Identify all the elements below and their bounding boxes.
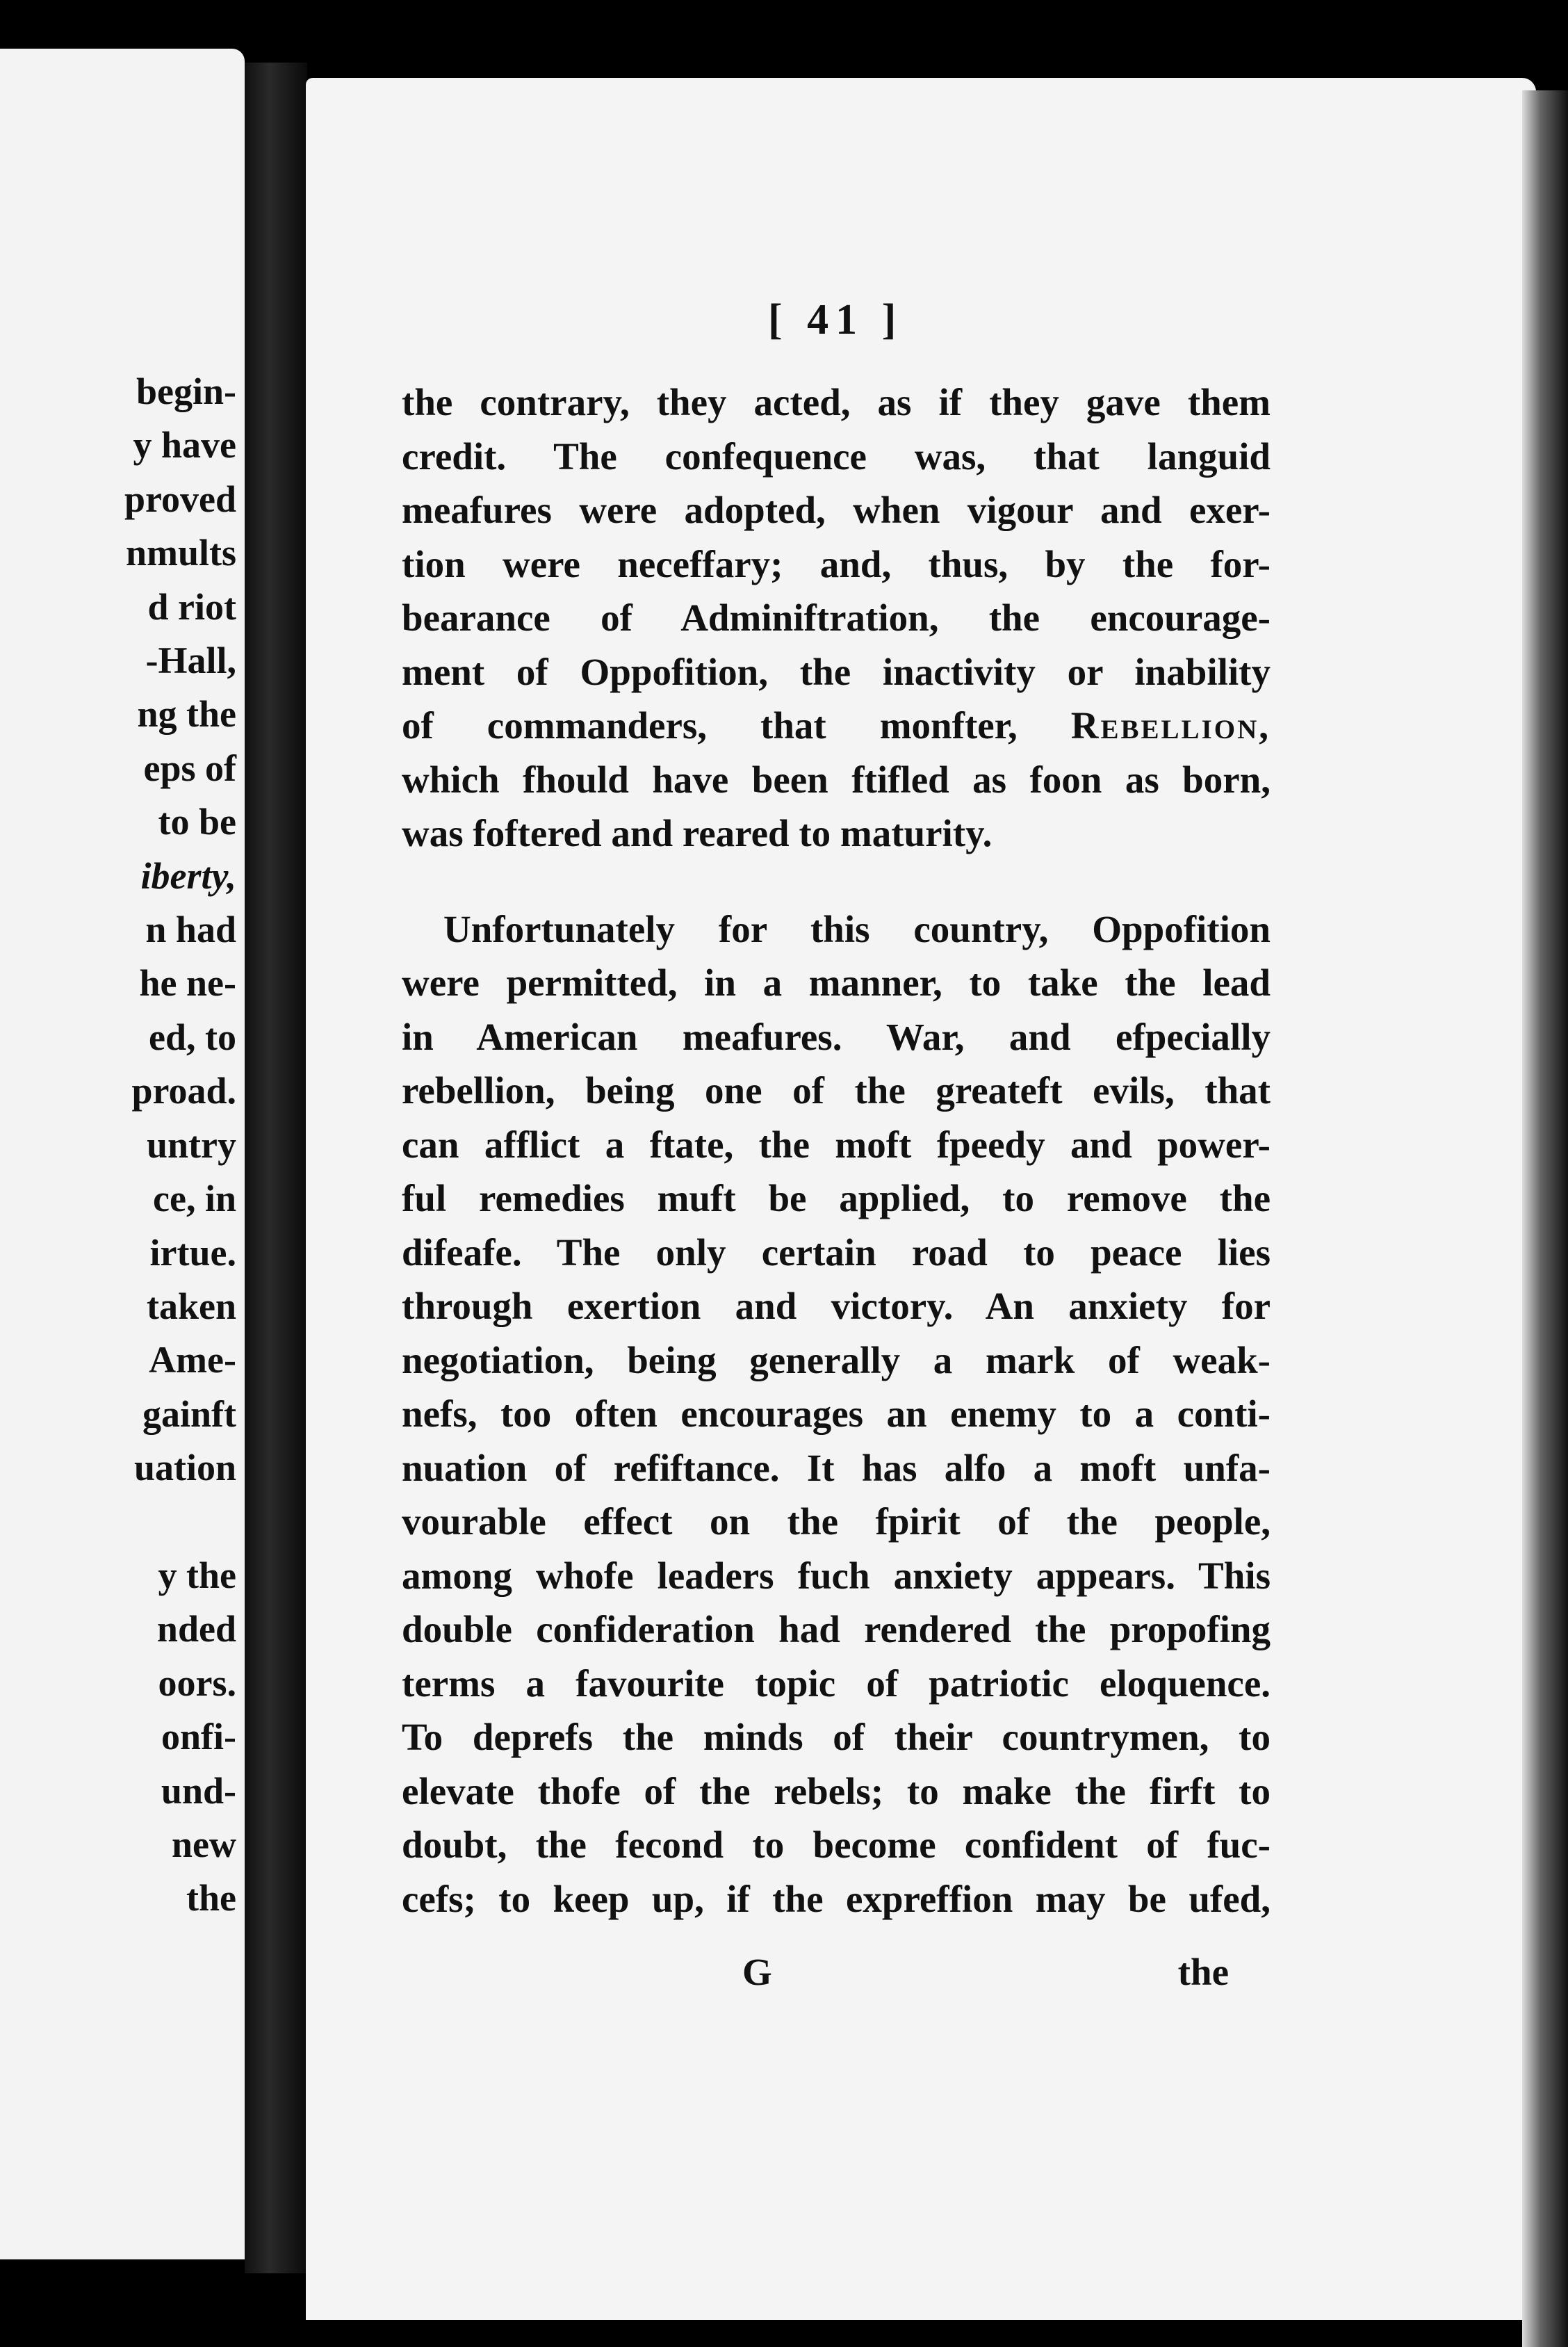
text-line: ful remedies muft be applied, to remove the [402, 1177, 1271, 1219]
signature-mark: G [742, 1951, 772, 1993]
left-page-line: und- [161, 1769, 236, 1812]
left-page-line: eps of [143, 747, 236, 789]
left-page-line: ed, to [149, 1016, 236, 1058]
text-line: credit. The confequence was, that languid [402, 435, 1271, 478]
text-line: Unfortunately for this country, Oppofition [443, 907, 1271, 950]
text-line: rebellion, being one of the greateft evils, that [402, 1069, 1271, 1112]
left-page-line: new [172, 1823, 236, 1865]
text-line: cefs; to keep up, if the expreffion may be ufed, [402, 1877, 1271, 1920]
rebellion-smallcaps: Rebellion, [1070, 704, 1271, 747]
text-line: ment of Oppofition, the inactivity or inability [402, 650, 1271, 693]
text-line: were permitted, in a manner, to take the lead [402, 961, 1271, 1004]
text-line: nefs, too often encourages an enemy to a conti- [402, 1392, 1271, 1435]
left-page-gap [8, 1495, 245, 1549]
text-line: double confideration had rendered the propofing [402, 1608, 1271, 1650]
text-line: elevate thofe of the rebels; to make the firft to [402, 1769, 1271, 1812]
text-line: To deprefs the minds of their countrymen, to [402, 1716, 1271, 1758]
left-facing-page [0, 49, 245, 2259]
text-line: nuation of refiftance. It has alfo a moft unfa- [402, 1446, 1271, 1489]
left-page-line: d riot [147, 585, 236, 628]
left-page-line: irtue. [149, 1231, 236, 1274]
left-page-line: n had [145, 909, 236, 951]
left-page-line: oors. [158, 1662, 236, 1704]
left-page-line: nded [156, 1608, 236, 1650]
text-line: which fhould have been ftifled as foon as born, [402, 758, 1271, 801]
left-page-line: nmults [125, 532, 236, 574]
text-line: meafures were adopted, when vigour and exer- [402, 489, 1271, 531]
left-page-line: -Hall, [145, 640, 236, 682]
left-page-text [8, 365, 245, 1926]
page-footer [402, 1950, 1229, 2006]
text-line: was foftered and reared to maturity. [402, 812, 993, 854]
paragraph-1 [402, 375, 1271, 861]
left-page-line: y the [158, 1554, 236, 1596]
left-page-line: he ne- [139, 962, 236, 1005]
text-line: terms a favourite topic of patriotic eloquence. [402, 1662, 1271, 1705]
catchword: the [1177, 1951, 1229, 1993]
left-page-line: ng the [137, 693, 236, 736]
text-line-with-smallcaps [402, 699, 1271, 753]
text-line: through exertion and victory. An anxiety for [402, 1285, 1271, 1327]
left-page-line: untry [146, 1123, 236, 1166]
text-line: difeafe. The only certain road to peace lies [402, 1231, 1271, 1274]
left-page-line: gainft [142, 1392, 236, 1435]
left-page-line: to be [158, 801, 236, 843]
text-line: tion were neceffary; and, thus, by the for- [402, 542, 1271, 585]
text-line: can afflict a ftate, the moft fpeedy and power- [402, 1123, 1271, 1166]
paragraph-gap [402, 861, 1271, 902]
page-right-edge [1522, 90, 1568, 2347]
paragraph-2 [402, 902, 1271, 1926]
left-page-line: ce, in [153, 1178, 236, 1220]
left-page-line: y have [133, 424, 236, 466]
body-text [402, 375, 1271, 1926]
page-number: [ 41 ] [768, 296, 904, 343]
left-page-line: uation [133, 1447, 236, 1489]
left-page-line: taken [146, 1285, 236, 1327]
left-page-line: Ame- [149, 1339, 236, 1381]
text-fragment: of commanders, that monfter, [402, 704, 1071, 747]
text-line: the contrary, they acted, as if they gave them [402, 381, 1271, 423]
text-line: doubt, the fecond to become confident of fuc- [402, 1824, 1271, 1866]
left-page-line: iberty, [140, 854, 236, 897]
text-line: vourable effect on the fpirit of the people, [402, 1500, 1271, 1543]
left-page-line: proved [124, 478, 236, 520]
left-page-line: onfi- [161, 1716, 236, 1758]
left-page-line: proad. [131, 1070, 236, 1112]
book-gutter [245, 63, 307, 2273]
left-page-line: the [186, 1877, 236, 1919]
text-line: negotiation, being generally a mark of weak- [402, 1338, 1271, 1381]
left-page-line: begin- [136, 371, 236, 412]
text-line: among whofe leaders fuch anxiety appears. This [402, 1554, 1271, 1597]
text-line: in American meafures. War, and efpecially [402, 1015, 1271, 1058]
text-line: bearance of Adminiftration, the encourage- [402, 596, 1271, 639]
